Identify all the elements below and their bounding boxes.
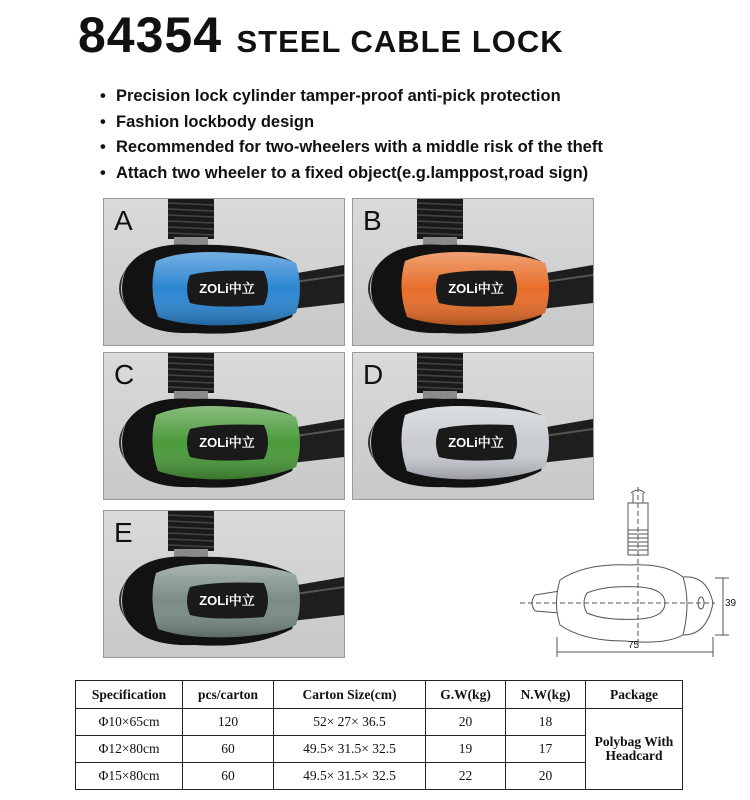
lock-image [104, 353, 344, 499]
table-row [76, 709, 683, 736]
lock-image [353, 353, 593, 499]
lock-outline-drawing [515, 485, 740, 660]
variant-letter: E [114, 517, 133, 548]
dimension-drawing [515, 485, 740, 665]
variant-letter: A [114, 205, 133, 236]
table-cell: 22 [426, 763, 506, 790]
feature-list [100, 84, 603, 186]
specification-table [75, 680, 683, 790]
table-cell: Φ15×80cm [76, 763, 183, 790]
brand-logo: ZOLi中立 [199, 281, 255, 296]
column-header: pcs/carton [183, 681, 274, 709]
column-header: Specification [76, 681, 183, 709]
package-cell: Polybag With Headcard [586, 709, 683, 790]
variant-panel-c [103, 352, 345, 500]
table-cell: 120 [183, 709, 274, 736]
column-header: G.W(kg) [426, 681, 506, 709]
table-cell: 49.5× 31.5× 32.5 [274, 763, 426, 790]
table-cell: 20 [506, 763, 586, 790]
table-cell: 49.5× 31.5× 32.5 [274, 736, 426, 763]
table-cell: 18 [506, 709, 586, 736]
column-header: Package [586, 681, 683, 709]
feature-item [100, 161, 603, 187]
height-dimension: 39 [725, 598, 737, 609]
model-number: 84354 [78, 7, 223, 63]
variant-panel-e [103, 510, 345, 658]
variant-panel-a [103, 198, 345, 346]
feature-item [100, 110, 603, 136]
variant-letter: B [363, 205, 382, 236]
brand-logo: ZOLi中立 [448, 435, 504, 450]
table-cell: 17 [506, 736, 586, 763]
column-header: Carton Size(cm) [274, 681, 426, 709]
variant-letter: D [363, 359, 384, 390]
feature-text: Fashion lockbody design [116, 112, 315, 131]
table-cell: 60 [183, 736, 274, 763]
table-cell: Φ12×80cm [76, 736, 183, 763]
variant-letter: C [114, 359, 135, 390]
bullet-icon: • [100, 163, 106, 182]
table-cell: Φ10×65cm [76, 709, 183, 736]
bullet-icon: • [100, 87, 106, 105]
brand-logo: ZOLi中立 [199, 593, 255, 608]
bullet-icon: • [100, 112, 106, 131]
feature-text: Recommended for two-wheelers with a middle risk of the theft [116, 138, 603, 156]
table-cell: 19 [426, 736, 506, 763]
table-cell: 20 [426, 709, 506, 736]
brand-logo: ZOLi中立 [199, 435, 255, 450]
variant-panel-b [352, 198, 594, 346]
lock-image [353, 199, 593, 345]
table-cell: 60 [183, 763, 274, 790]
lock-image [104, 199, 344, 345]
product-name: STEEL CABLE LOCK [236, 24, 564, 59]
table-cell: 52× 27× 36.5 [274, 709, 426, 736]
brand-logo: ZOLi中立 [448, 281, 504, 296]
feature-item [100, 135, 603, 161]
lock-image [104, 511, 344, 657]
feature-item [100, 84, 603, 110]
table-header-row [76, 681, 683, 709]
column-header: N.W(kg) [506, 681, 586, 709]
bullet-icon: • [100, 138, 106, 156]
feature-text: Attach two wheeler to a fixed object(e.g.lamppost,road sign) [116, 163, 589, 182]
feature-text: Precision lock cylinder tamper-proof anti-pick protection [116, 87, 561, 105]
length-dimension: 75 [628, 640, 640, 651]
variant-panel-d [352, 352, 594, 500]
product-title [78, 6, 564, 66]
